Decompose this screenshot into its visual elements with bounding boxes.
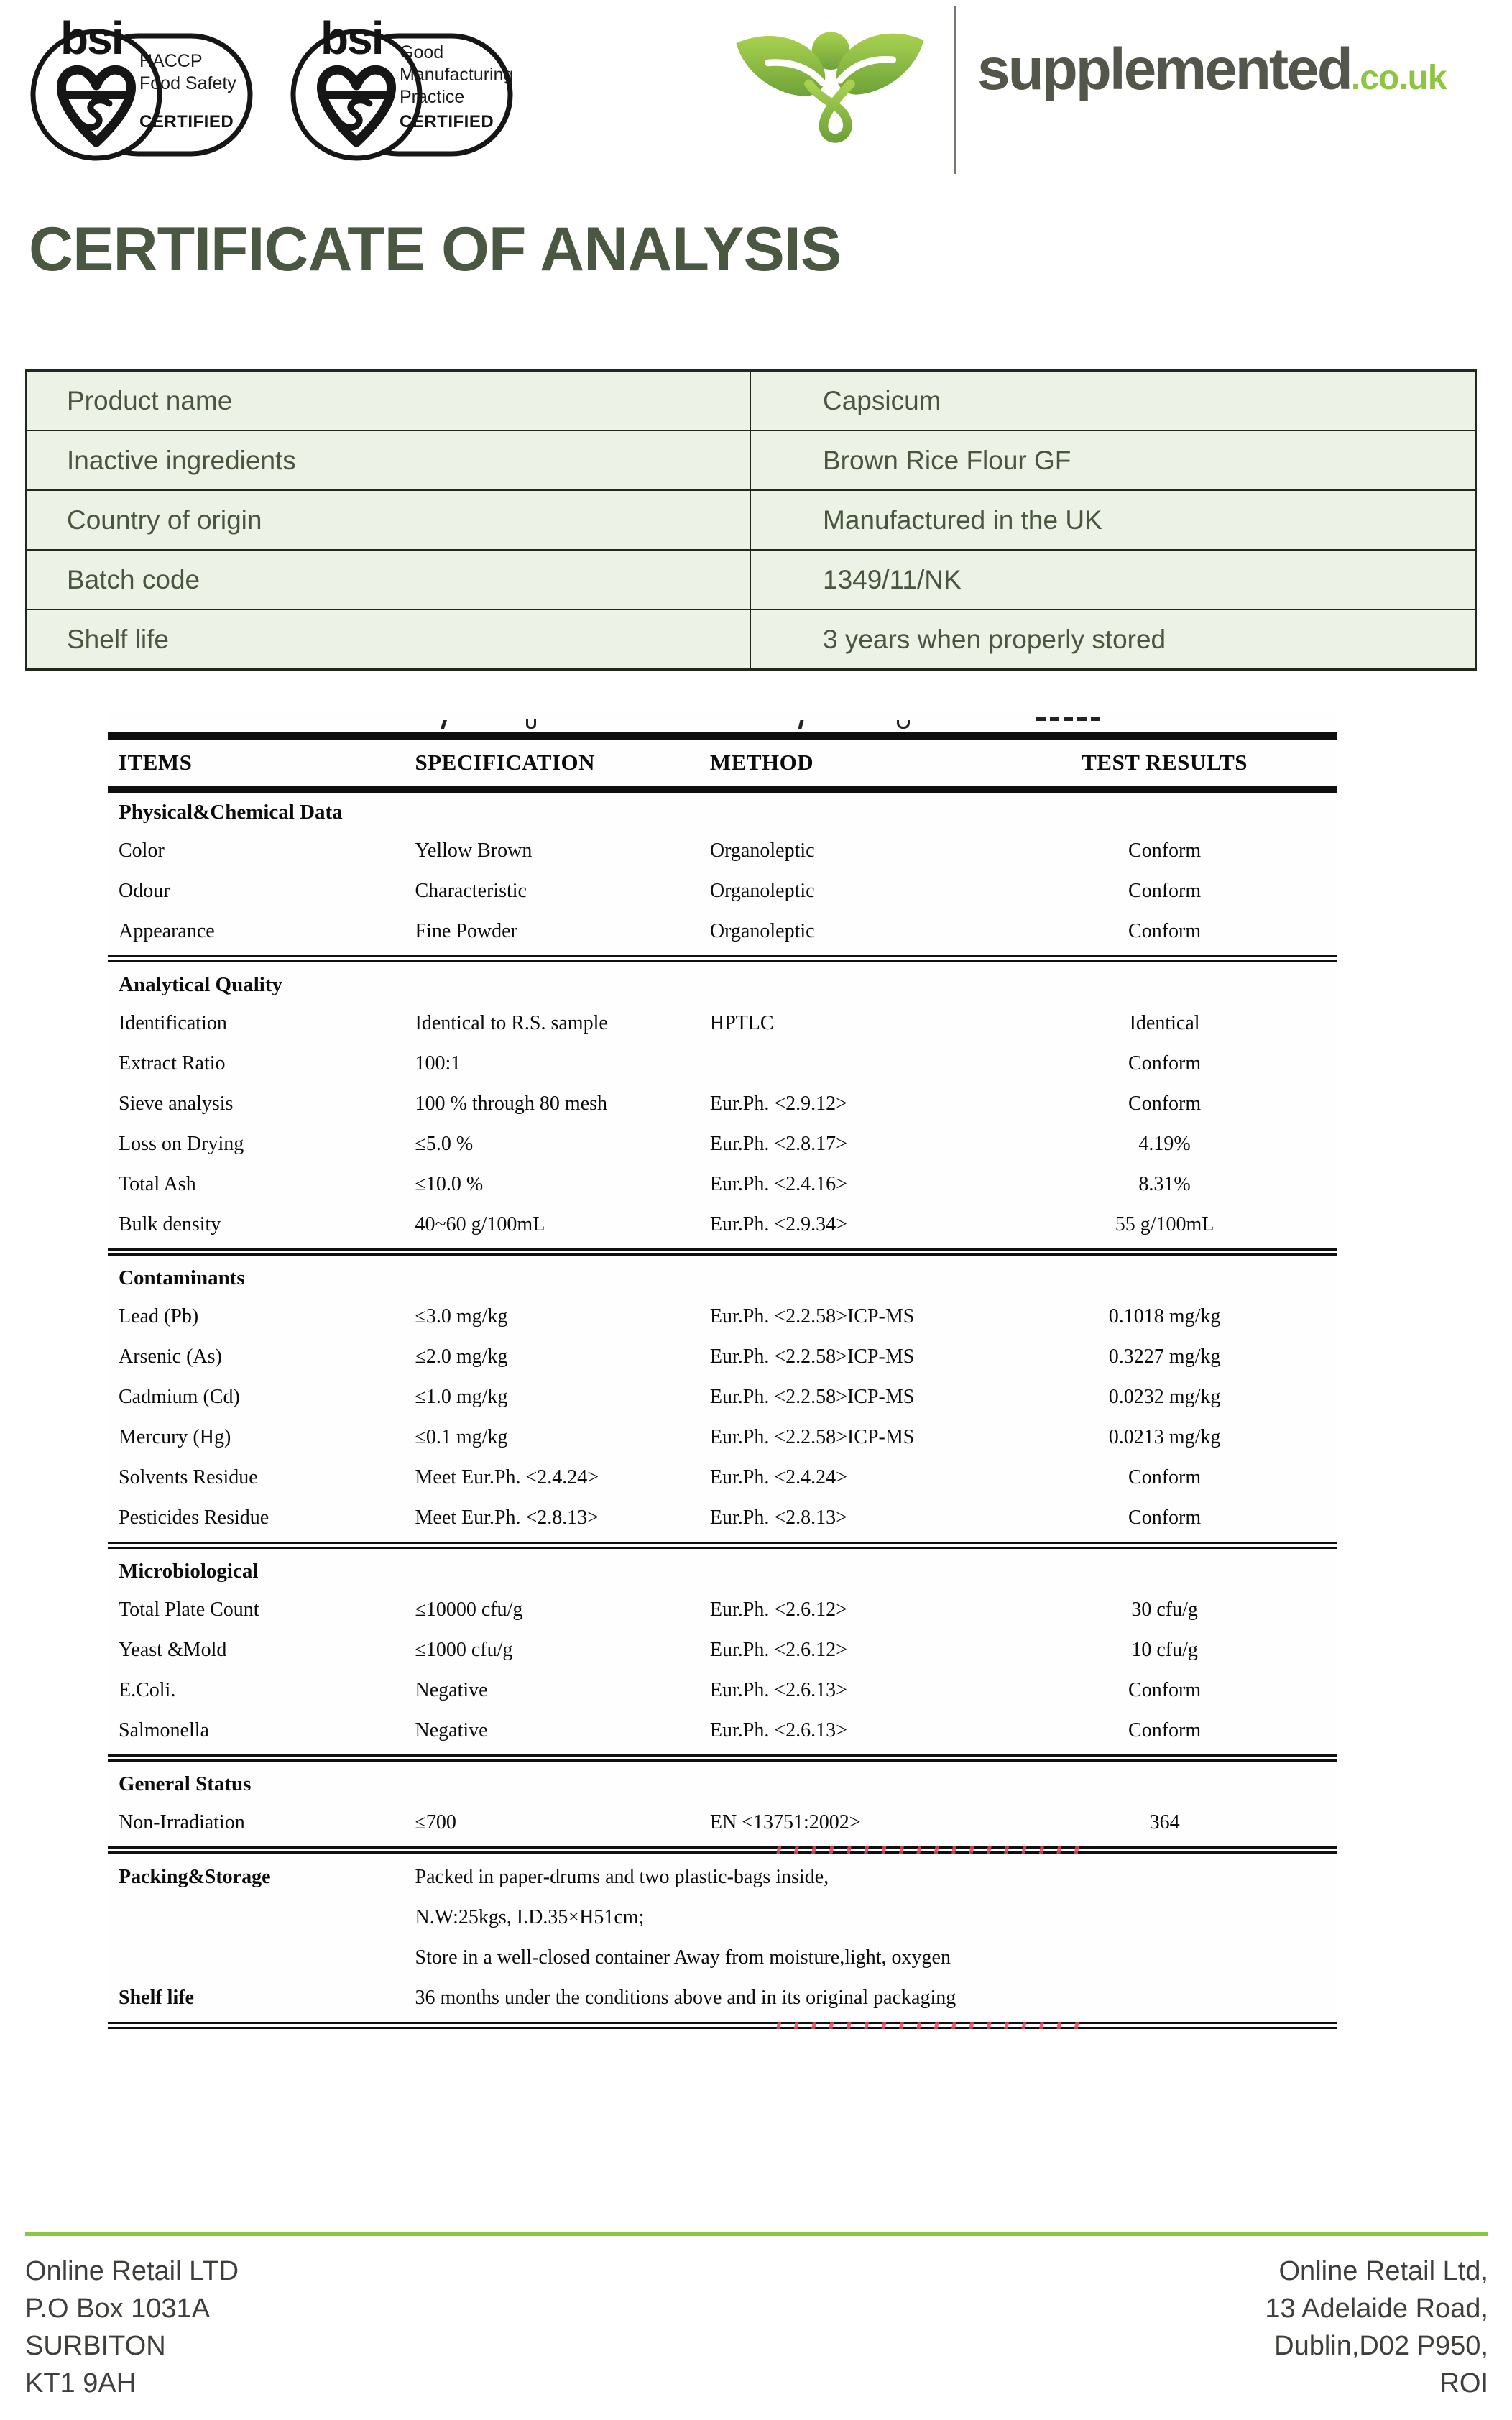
coa-data-row bbox=[108, 1003, 1337, 1044]
item-cell: Sieve analysis bbox=[119, 1092, 234, 1115]
result-cell: Conform bbox=[1128, 1466, 1202, 1489]
badge-scheme-lines bbox=[400, 42, 513, 109]
address-line: SURBITON bbox=[25, 2331, 166, 2361]
product-field-value: Manufactured in the UK bbox=[823, 505, 1102, 535]
result-cell: 364 bbox=[1149, 1811, 1180, 1834]
header-rule-top bbox=[108, 732, 1337, 740]
product-row bbox=[27, 491, 1475, 551]
item-cell: Bulk density bbox=[119, 1213, 221, 1236]
method-cell: Organoleptic bbox=[709, 880, 815, 902]
product-row bbox=[27, 431, 1475, 491]
coa-body bbox=[108, 793, 1337, 2029]
method-cell: Organoleptic bbox=[709, 839, 815, 862]
specification-cell: ≤700 bbox=[415, 1811, 456, 1834]
footer-address-ireland bbox=[1265, 2253, 1488, 2402]
brand-name: supplemented bbox=[977, 37, 1351, 102]
section-title: Physical&Chemical Data bbox=[119, 800, 343, 824]
result-cell: Conform bbox=[1128, 1679, 1202, 1701]
brand-suffix: .co.uk bbox=[1350, 59, 1447, 97]
item-cell: Color bbox=[119, 839, 165, 862]
coa-data-row bbox=[108, 911, 1337, 952]
specification-cell: ≤10.0 % bbox=[415, 1173, 484, 1195]
specification-cell: ≤5.0 % bbox=[415, 1133, 474, 1155]
leaf-logo-icon bbox=[729, 13, 931, 157]
product-field-label: Shelf life bbox=[27, 610, 751, 668]
item-cell: Mercury (Hg) bbox=[119, 1426, 231, 1448]
coa-data-row bbox=[108, 1297, 1337, 1337]
badge-line: Manufacturing bbox=[400, 65, 514, 85]
method-cell: Organoleptic bbox=[709, 920, 815, 942]
address-line: Dublin,D02 P950, bbox=[1274, 2331, 1488, 2361]
bsi-gmp-badge bbox=[282, 14, 519, 172]
brand-wordmark bbox=[977, 36, 1447, 103]
result-cell: Conform bbox=[1128, 1719, 1202, 1742]
product-row bbox=[27, 551, 1475, 610]
item-cell: Solvents Residue bbox=[119, 1466, 258, 1489]
specification-cell: ≤0.1 mg/kg bbox=[415, 1426, 508, 1448]
col-header-specification: SPECIFICATION bbox=[415, 750, 596, 775]
result-cell: 0.0213 mg/kg bbox=[1108, 1426, 1221, 1448]
product-field-value: Capsicum bbox=[823, 385, 941, 415]
packing-row bbox=[108, 1938, 1337, 1978]
section-divider bbox=[108, 2022, 1337, 2029]
coa-data-row bbox=[108, 1803, 1337, 1843]
certified-label: CERTIFIED bbox=[139, 112, 234, 132]
clipped-text-fragments bbox=[108, 710, 1337, 732]
method-cell: Eur.Ph. <2.4.16> bbox=[709, 1173, 847, 1195]
address-line: Online Retail LTD bbox=[25, 2256, 239, 2286]
badge-line: Good bbox=[400, 42, 444, 63]
coa-data-row bbox=[108, 871, 1337, 911]
coa-scan-table bbox=[108, 710, 1337, 2033]
badge-line: Practice bbox=[400, 87, 465, 107]
result-cell: Conform bbox=[1128, 1092, 1202, 1115]
packing-row bbox=[108, 1857, 1337, 1897]
item-cell: Pesticides Residue bbox=[119, 1506, 269, 1529]
specification-cell: Fine Powder bbox=[415, 920, 517, 942]
section-divider bbox=[108, 1542, 1337, 1549]
specification-cell: Identical to R.S. sample bbox=[415, 1012, 608, 1034]
section-divider bbox=[108, 1846, 1337, 1854]
coa-data-row bbox=[108, 1164, 1337, 1205]
specification-cell: 100:1 bbox=[415, 1052, 461, 1075]
col-header-test-results: TEST RESULTS bbox=[1082, 750, 1248, 775]
result-cell: Conform bbox=[1128, 1506, 1202, 1529]
product-field-label: Product name bbox=[27, 372, 751, 430]
bsi-haccp-badge bbox=[22, 14, 259, 172]
section-title: General Status bbox=[119, 1772, 252, 1795]
method-cell: Eur.Ph. <2.4.24> bbox=[709, 1466, 847, 1489]
method-cell: Eur.Ph. <2.9.34> bbox=[709, 1213, 847, 1236]
specification-cell: ≤10000 cfu/g bbox=[415, 1598, 523, 1621]
product-field-label: Batch code bbox=[27, 551, 751, 609]
coa-data-row bbox=[108, 831, 1337, 871]
result-cell: Conform bbox=[1128, 920, 1202, 942]
section-divider bbox=[108, 955, 1337, 962]
item-cell: Extract Ratio bbox=[119, 1052, 226, 1075]
result-cell: 4.19% bbox=[1138, 1133, 1191, 1155]
item-cell: Lead (Pb) bbox=[119, 1305, 199, 1328]
packing-row bbox=[108, 1897, 1337, 1938]
bsi-logo-text: bsi bbox=[60, 12, 123, 64]
coa-data-row bbox=[108, 1630, 1337, 1670]
product-field-label: Country of origin bbox=[27, 491, 751, 549]
method-cell: HPTLC bbox=[709, 1012, 774, 1034]
footer-address-uk bbox=[25, 2253, 239, 2402]
item-cell: Loss on Drying bbox=[119, 1133, 244, 1155]
bsi-logo-text: bsi bbox=[321, 12, 383, 64]
specification-cell: Meet Eur.Ph. <2.8.13> bbox=[415, 1506, 599, 1529]
coa-data-row bbox=[108, 1124, 1337, 1164]
coa-data-row bbox=[108, 1084, 1337, 1124]
col-header-items: ITEMS bbox=[119, 750, 193, 775]
method-cell: Eur.Ph. <2.2.58>ICP-MS bbox=[709, 1426, 915, 1448]
result-cell: Identical bbox=[1129, 1012, 1200, 1034]
packing-text: Packed in paper-drums and two plastic-bags inside, bbox=[415, 1866, 829, 1888]
logo-divider bbox=[954, 6, 956, 174]
item-cell: Appearance bbox=[119, 920, 215, 942]
coa-data-row bbox=[108, 1337, 1337, 1377]
result-cell: Conform bbox=[1128, 1052, 1202, 1075]
specification-cell: ≤1.0 mg/kg bbox=[415, 1386, 508, 1408]
specification-cell: Characteristic bbox=[415, 880, 527, 902]
product-info-table bbox=[25, 369, 1477, 671]
shelf-life-label: Shelf life bbox=[119, 1987, 194, 2009]
coa-data-row bbox=[108, 1458, 1337, 1498]
coa-data-row bbox=[108, 1711, 1337, 1751]
method-cell: Eur.Ph. <2.8.17> bbox=[709, 1133, 847, 1155]
coa-header-row bbox=[108, 740, 1337, 786]
method-cell: EN <13751:2002> bbox=[709, 1811, 861, 1834]
coa-data-row bbox=[108, 1377, 1337, 1417]
product-row bbox=[27, 610, 1475, 668]
method-cell: Eur.Ph. <2.6.12> bbox=[709, 1639, 847, 1661]
badge-line: HACCP bbox=[139, 51, 203, 71]
product-field-value: Brown Rice Flour GF bbox=[823, 445, 1071, 475]
section-divider bbox=[108, 1248, 1337, 1256]
specification-cell: ≤2.0 mg/kg bbox=[415, 1345, 508, 1368]
coa-data-row bbox=[108, 1670, 1337, 1711]
badge-line: Food Safety bbox=[139, 73, 236, 93]
coa-data-row bbox=[108, 1205, 1337, 1245]
item-cell: Odour bbox=[119, 880, 170, 902]
product-field-value: 3 years when properly stored bbox=[823, 624, 1166, 654]
specification-cell: 40~60 g/100mL bbox=[415, 1213, 545, 1236]
certified-label: CERTIFIED bbox=[400, 112, 494, 132]
result-cell: 8.31% bbox=[1138, 1173, 1191, 1195]
method-cell: Eur.Ph. <2.2.58>ICP-MS bbox=[709, 1305, 915, 1328]
coa-data-row bbox=[108, 1417, 1337, 1458]
coa-data-row bbox=[108, 1498, 1337, 1538]
col-header-method: METHOD bbox=[709, 750, 814, 775]
section-title: Analytical Quality bbox=[119, 972, 282, 996]
product-field-label: Inactive ingredients bbox=[27, 431, 751, 489]
result-cell: 10 cfu/g bbox=[1131, 1639, 1198, 1661]
address-line: KT1 9AH bbox=[25, 2368, 137, 2398]
method-cell: Eur.Ph. <2.9.12> bbox=[709, 1092, 847, 1115]
header-rule-bottom bbox=[108, 786, 1337, 793]
item-cell: Total Plate Count bbox=[119, 1598, 259, 1621]
specification-cell: ≤1000 cfu/g bbox=[415, 1639, 513, 1661]
address-line: ROI bbox=[1439, 2368, 1488, 2398]
product-field-value: 1349/11/NK bbox=[823, 564, 962, 594]
result-cell: 30 cfu/g bbox=[1131, 1598, 1198, 1621]
specification-cell: 100 % through 80 mesh bbox=[415, 1092, 608, 1115]
packing-text: Store in a well-closed container Away from moisture,light, oxygen bbox=[415, 1946, 951, 1969]
result-cell: 55 g/100mL bbox=[1115, 1213, 1214, 1236]
item-cell: Total Ash bbox=[119, 1173, 196, 1195]
item-cell: Salmonella bbox=[119, 1719, 209, 1742]
item-cell: Non-Irradiation bbox=[119, 1811, 245, 1834]
result-cell: Conform bbox=[1128, 839, 1202, 862]
section-title: Contaminants bbox=[119, 1266, 245, 1289]
method-cell: Eur.Ph. <2.6.13> bbox=[709, 1719, 847, 1742]
item-cell: Yeast &Mold bbox=[119, 1639, 227, 1661]
section-title: Microbiological bbox=[119, 1559, 259, 1583]
specification-cell: Negative bbox=[415, 1679, 488, 1701]
shelf-life-text: 36 months under the conditions above and in its original packaging bbox=[415, 1987, 956, 2009]
specification-cell: Negative bbox=[415, 1719, 488, 1742]
page-title: CERTIFICATE OF ANALYSIS bbox=[29, 215, 842, 284]
method-cell: Eur.Ph. <2.2.58>ICP-MS bbox=[709, 1386, 915, 1408]
packing-text: N.W:25kgs, I.D.35×H51cm; bbox=[415, 1906, 645, 1928]
specification-cell: ≤3.0 mg/kg bbox=[415, 1305, 508, 1328]
method-cell: Eur.Ph. <2.8.13> bbox=[709, 1506, 847, 1529]
product-row bbox=[27, 372, 1475, 431]
address-line: 13 Adelaide Road, bbox=[1265, 2294, 1488, 2324]
result-cell: 0.0232 mg/kg bbox=[1108, 1386, 1221, 1408]
packing-label: Packing&Storage bbox=[119, 1866, 271, 1888]
address-line: Online Retail Ltd, bbox=[1278, 2256, 1488, 2286]
specification-cell: Meet Eur.Ph. <2.4.24> bbox=[415, 1466, 599, 1489]
shelf-life-row bbox=[108, 1978, 1337, 2018]
method-cell: Eur.Ph. <2.6.13> bbox=[709, 1679, 847, 1701]
item-cell: E.Coli. bbox=[119, 1679, 176, 1701]
method-cell: Eur.Ph. <2.2.58>ICP-MS bbox=[709, 1345, 915, 1368]
coa-data-row bbox=[108, 1590, 1337, 1630]
item-cell: Identification bbox=[119, 1012, 227, 1034]
result-cell: 0.1018 mg/kg bbox=[1108, 1305, 1221, 1328]
coa-data-row bbox=[108, 1044, 1337, 1084]
method-cell: Eur.Ph. <2.6.12> bbox=[709, 1598, 847, 1621]
result-cell: 0.3227 mg/kg bbox=[1108, 1345, 1221, 1368]
section-divider bbox=[108, 1754, 1337, 1762]
badge-scheme-lines bbox=[139, 50, 236, 95]
address-line: P.O Box 1031A bbox=[25, 2294, 211, 2324]
item-cell: Cadmium (Cd) bbox=[119, 1386, 240, 1408]
item-cell: Arsenic (As) bbox=[119, 1345, 222, 1368]
result-cell: Conform bbox=[1128, 880, 1202, 902]
specification-cell: Yellow Brown bbox=[415, 839, 533, 862]
footer-accent-rule bbox=[25, 2232, 1488, 2236]
